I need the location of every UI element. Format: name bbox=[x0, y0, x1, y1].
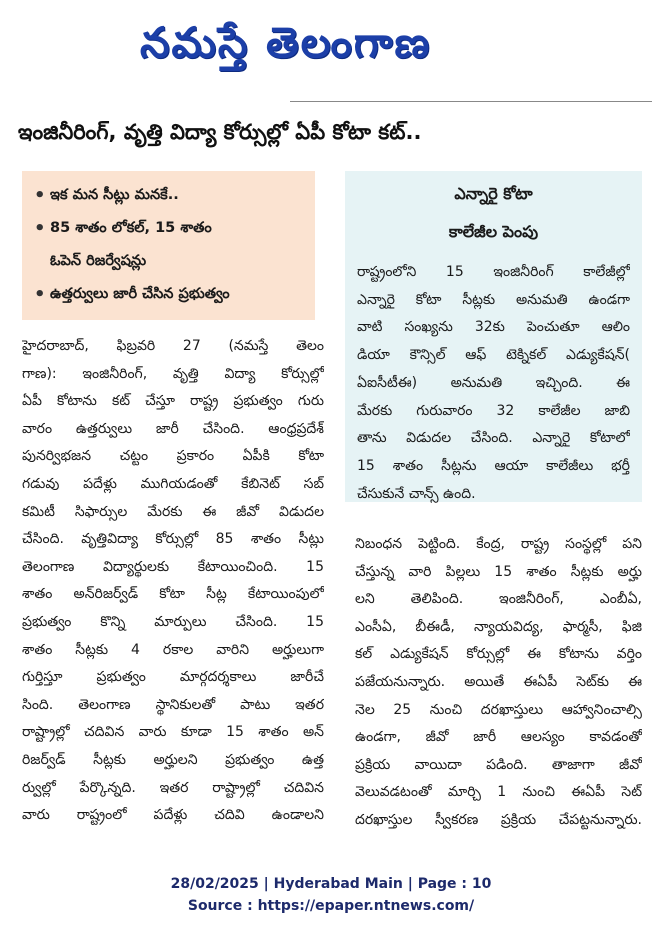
body-line: హైదరాబాద్, ఫిబ్రవరి 27 (నమస్తే తెలం bbox=[22, 338, 324, 354]
body-line: ప్రక్రియ వాయిదా పడింది. తాజాగా జీవో bbox=[355, 756, 642, 773]
nri-quota-sidebar bbox=[345, 171, 642, 502]
bullet-dot-icon: • bbox=[34, 284, 46, 305]
body-line: కల్ ఎడ్యుకేషన్ కోర్సుల్లో ఈ కోటాను వర్తిం bbox=[355, 646, 642, 663]
sidebar-line: 15 శాతం సీట్లను ఆయా కాలేజీలు భర్తీ bbox=[357, 457, 630, 474]
body-line: వారు రాష్ట్రంలో పదేళ్లు చదివి ఉండాలని bbox=[22, 807, 324, 824]
sidebar-line: ఏఐసీటీఈ) అనుమతి ఇచ్చింది. ఈ bbox=[357, 374, 630, 391]
sidebar-line: డియా కౌన్సిల్ ఆఫ్ టెక్నికల్ ఎడ్యుకేషన్( bbox=[357, 347, 630, 364]
highlights-box bbox=[22, 171, 315, 320]
body-line: రిజర్వ్‌డ్ సీట్లకు అర్హులని ప్రభుత్వం ఉత్త bbox=[22, 751, 324, 768]
highlight-item bbox=[34, 278, 309, 311]
article-body-right-column bbox=[355, 531, 642, 835]
body-line: ర్వుల్లో పేర్కొన్నది. ఇతర రాష్ట్రాల్లో చదివిన bbox=[22, 779, 324, 796]
body-line: నిబంధన పెట్టింది. కేంద్ర, రాష్ట్ర సంస్థల్లో పని bbox=[355, 536, 642, 552]
sidebar-line: ఎన్నారై కోటా సీట్లకు అనుమతి ఉండగా bbox=[357, 291, 630, 308]
sidebar-subtitle: కాలేజీల పెంపు bbox=[448, 222, 539, 241]
highlight-text: 85 శాతం లోకల్, 15 శాతం bbox=[50, 220, 212, 236]
highlight-item bbox=[34, 179, 309, 212]
body-line: వెలువడటంతో మార్చి 1 నుంచి ఈఏపీ సెట్ bbox=[355, 784, 642, 801]
highlight-item bbox=[34, 212, 309, 245]
highlight-text: ఇక మన సీట్లు మనకే.. bbox=[50, 187, 179, 203]
body-line: ఎంసీఏ, బీఈడీ, న్యాయవిద్య, ఫార్మసీ, ఫిజి bbox=[355, 618, 642, 635]
body-line: తెలంగాణ విద్యార్థులకు కేటాయించింది. 15 bbox=[22, 558, 324, 575]
article-body-left-column bbox=[22, 333, 324, 830]
body-line: గాణ): ఇంజినీరింగ్, వృత్తి విద్యా కోర్సుల్లో bbox=[22, 365, 324, 382]
sidebar-line: మేరకు గురువారం 32 కాలేజీల జాబి bbox=[357, 402, 630, 419]
body-line: పునర్విభజన చట్టం ప్రకారం ఏపీకి కోటా bbox=[22, 448, 324, 465]
bullet-dot-icon: • bbox=[34, 185, 46, 206]
body-line: ప్రభుత్వం కొన్ని మార్పులు చేసింది. 15 bbox=[22, 613, 324, 630]
body-line: పజేయనున్నారు. అయితే ఈఏపీ సెట్‌కు ఈ bbox=[355, 673, 642, 690]
body-line: చేస్తున్న వారి పిల్లలు 15 శాతం సీట్లకు అర్హు bbox=[355, 563, 642, 580]
body-line: చేసింది. వృత్తివిద్యా కోర్సుల్లో 85 శాతం సీట్లు bbox=[22, 531, 324, 548]
sidebar-title: ఎన్నారై కోటా bbox=[454, 184, 533, 203]
sidebar-line: రాష్ట్రంలోని 15 ఇంజినీరింగ్ కాలేజీల్లో bbox=[357, 264, 630, 280]
body-line: లని తెలిపింది. ఇంజినీరింగ్, ఎంబీఏ, bbox=[355, 591, 642, 608]
highlight-text-continued: ఓపెన్ రిజర్వేషన్లు bbox=[50, 253, 147, 269]
body-line: రాష్ట్రాల్లో చదివిన వారు కూడా 15 శాతం అన్ bbox=[22, 724, 324, 741]
sidebar-body bbox=[357, 259, 630, 508]
masthead-logo: నమస్తే తెలంగాణ bbox=[140, 18, 432, 67]
body-line: ఉండగా, జీవో జారీ ఆలస్యం కావడంతో bbox=[355, 729, 642, 746]
bullet-dot-icon: • bbox=[34, 218, 46, 239]
sidebar-line: వాటి సంఖ్యను 32కు పెంచుతూ ఆలిం bbox=[357, 319, 630, 336]
body-line: సింది. తెలంగాణ స్థానికులతో పాటు ఇతర bbox=[22, 696, 324, 713]
body-line: గుర్తిస్తూ ప్రభుత్వం మార్గదర్శకాలు జారీచే bbox=[22, 669, 324, 686]
body-line: శాతం సీట్లకు 4 రకాల వారిని అర్హులుగా bbox=[22, 641, 324, 658]
highlight-text: ఉత్తర్వులు జారీ చేసిన ప్రభుత్వం bbox=[50, 286, 230, 302]
body-line: వారం ఉత్తర్వులు జారీ చేసింది. ఆంధ్రప్రదేశ్ bbox=[22, 420, 324, 437]
body-line: నెల 25 నుంచి దరఖాస్తులు ఆహ్వానించాల్సి bbox=[355, 701, 642, 718]
publication-info: 28/02/2025 | Hyderabad Main | Page : 10 bbox=[170, 876, 492, 892]
masthead-divider bbox=[290, 101, 652, 102]
body-line: ఏపీ కోటాను కట్ చేస్తూ రాష్ట్ర ప్రభుత్వం గురు bbox=[22, 393, 324, 410]
source-link[interactable]: Source : https://epaper.ntnews.com/ bbox=[187, 898, 475, 914]
body-line: గడువు పదేళ్లు ముగియడంతో కేబినెట్ సబ్ bbox=[22, 475, 324, 492]
sidebar-line: చేసుకునే చాన్స్ ఉంది. bbox=[357, 485, 476, 502]
sidebar-line: తాను విడుదల చేసింది. ఎన్నారై కోటాలో bbox=[357, 430, 630, 447]
article-headline: ఇంజినీరింగ్, వృత్తి విద్యా కోర్సుల్లో ఏపీ కోటా కట్.. bbox=[18, 120, 422, 144]
body-line: దరఖాస్తుల స్వీకరణ ప్రక్రియ చేపట్టనున్నారు. bbox=[355, 811, 642, 828]
body-line: శాతం అన్‌రిజర్వ్‌డ్ కోటా సీట్ల కేటాయింపులో bbox=[22, 586, 324, 603]
body-line: కమిటీ సిఫార్సుల మేరకు ఈ జీవో విడుదల bbox=[22, 503, 324, 520]
